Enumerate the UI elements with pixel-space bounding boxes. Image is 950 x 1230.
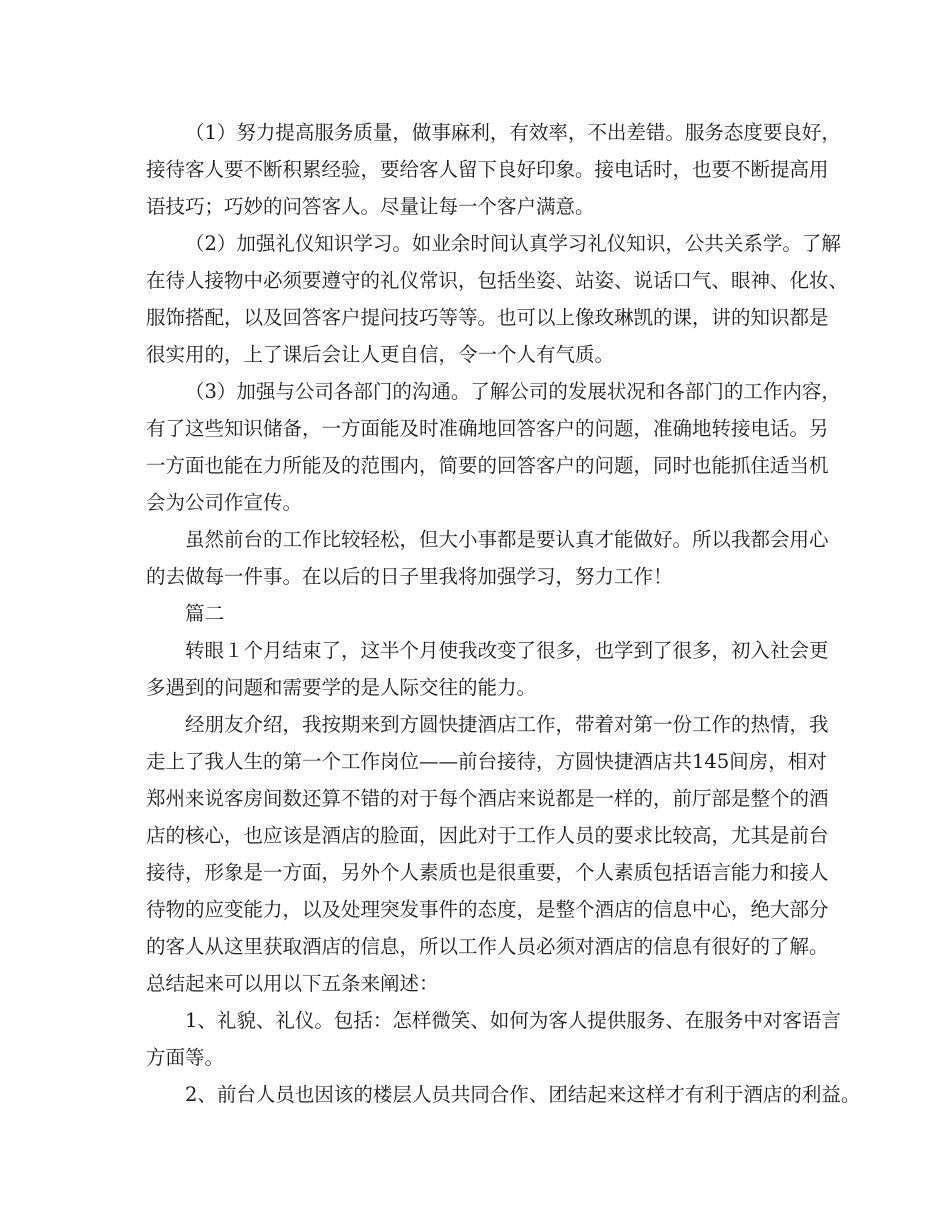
text-line: 在待人接物中必须要遵守的礼仪常识，包括坐姿、站姿、说话口气、眼神、化妆、 <box>146 269 849 292</box>
text-line: 转眼１个月结束了，这半个月使我改变了很多，也学到了很多，初入社会更 <box>185 639 829 662</box>
text-line: 有了这些知识储备，一方面能及时准确地回答客户的问题，准确地转接电话。另 <box>146 417 829 440</box>
text-line: 多遇到的问题和需要学的是人际交往的能力。 <box>146 676 537 699</box>
text-line: 1、礼貌、礼仪。包括：怎样微笑、如何为客人提供服务、在服务中对客语言 <box>185 1009 841 1032</box>
text-line: （3）加强与公司各部门的沟通。了解公司的发展状况和各部门的工作内容， <box>185 380 841 403</box>
text-line: 走上了我人生的第一个工作岗位——前台接待，方圆快捷酒店共145间房，相对 <box>146 750 827 773</box>
text-line: 2、前台人员也因该的楼层人员共同合作、团结起来这样才有利于酒店的利益。 <box>185 1083 861 1106</box>
text-line: 接待客人要不断积累经验，要给客人留下良好印象。接电话时，也要不断提高用 <box>146 158 829 181</box>
text-line: 郑州来说客房间数还算不错的对于每个酒店来说都是一样的，前厅部是整个的酒 <box>146 787 829 810</box>
text-line: 一方面也能在力所能及的范围内，简要的回答客户的问题，同时也能抓住适当机 <box>146 454 829 477</box>
text-line: 店的核心，也应该是酒店的脸面，因此对于工作人员的要求比较高，尤其是前台 <box>146 824 829 847</box>
text-line: 的去做每一件事。在以后的日子里我将加强学习，努力工作！ <box>146 565 673 588</box>
text-line: 虽然前台的工作比较轻松，但大小事都是要认真才能做好。所以我都会用心 <box>185 528 829 551</box>
text-line: 语技巧；巧妙的问答客人。尽量让每一个客户满意。 <box>146 195 595 218</box>
text-line: 经朋友介绍，我按期来到方圆快捷酒店工作，带着对第一份工作的热情，我 <box>185 713 829 736</box>
text-line: 很实用的，上了课后会让人更自信，令一个人有气质。 <box>146 343 615 366</box>
text-line: 服饰搭配，以及回答客户提问技巧等等。也可以上像玫琳凯的课，讲的知识都是 <box>146 306 829 329</box>
text-line: 方面等。 <box>146 1046 225 1069</box>
text-line: 接待，形象是一方面，另外个人素质也是很重要，个人素质包括语言能力和接人 <box>146 861 829 884</box>
text-line: 的客人从这里获取酒店的信息，所以工作人员必须对酒店的信息有很好的了解。 <box>146 935 829 958</box>
text-line: 篇二 <box>185 602 225 625</box>
document-body <box>146 114 861 1113</box>
text-line: （2）加强礼仪知识学习。如业余时间认真学习礼仪知识，公共关系学。了解 <box>185 232 841 255</box>
text-line: 总结起来可以用以下五条来阐述： <box>146 972 439 995</box>
text-line: （1）努力提高服务质量，做事麻利，有效率，不出差错。服务态度要良好， <box>185 121 841 144</box>
text-line: 待物的应变能力，以及处理突发事件的态度，是整个酒店的信息中心，绝大部分 <box>146 898 829 921</box>
text-line: 会为公司作宣传。 <box>146 491 303 514</box>
